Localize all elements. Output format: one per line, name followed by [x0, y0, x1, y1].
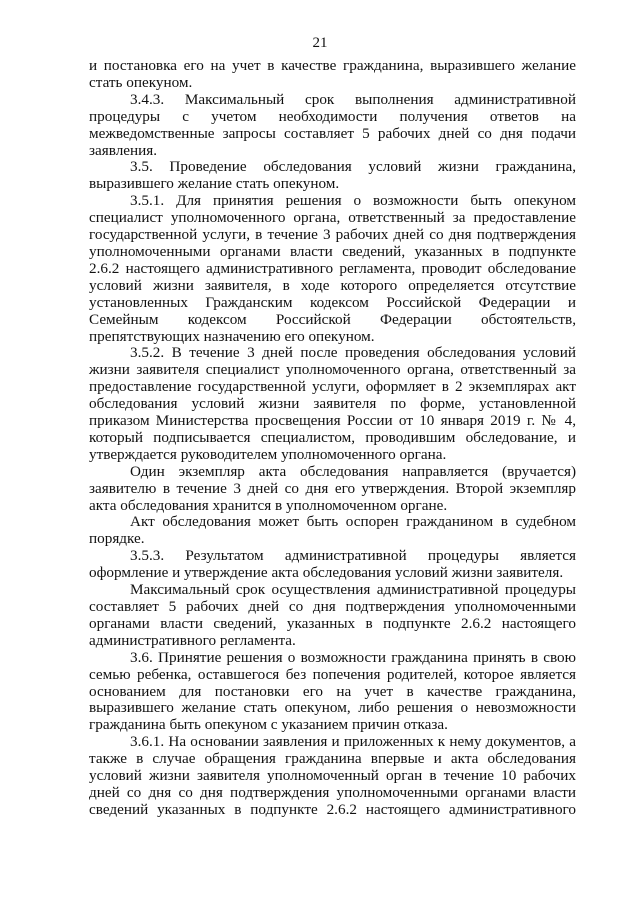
paragraph: Максимальный срок осуществления административной процедуры составляет 5 рабочих дней со дня подтверждения уполномоченными органами власти сведений, указанных в подпункте 2.6.2 настоящего административного регламента.	[89, 581, 576, 649]
paragraph: 3.5.3. Результатом административной процедуры является оформление и утверждение акта обследования условий жизни заявителя.	[89, 547, 576, 582]
paragraph: 3.5.1. Для принятия решения о возможности быть опекуном специалист уполномоченного органа, ответственный за предоставление государственной услуги, в течение 3 рабочих дней со дня подтверждения уполномоченными органами власти сведений, указанных в подпункте 2.6.2 настоящего административного регламента, проводит обследование условий жизни заявителя, в ходе которого определяется отсутствие установленных Гражданским кодексом Российской Федерации и Семейным кодексом Российской Федерации обстоятельств, препятствующих назначению его опекуном.	[89, 192, 576, 345]
document-body	[89, 58, 576, 819]
paragraph: и постановка его на учет в качестве гражданина, выразившего желание стать опекуном.	[89, 57, 576, 91]
paragraph: 3.5. Проведение обследования условий жизни гражданина, выразившего желание стать опекуном.	[89, 158, 576, 193]
page-number: 21	[312, 35, 328, 51]
paragraph: Акт обследования может быть оспорен гражданином в судебном порядке.	[89, 513, 576, 548]
paragraph: 3.4.3. Максимальный срок выполнения административной процедуры с учетом необходимости получения ответов на межведомственные запросы составляет 5 рабочих дней со дня подачи заявления.	[89, 90, 576, 159]
paragraph: Один экземпляр акта обследования направляется (вручается) заявителю в течение 3 дней со дня его утверждения. Второй экземпляр акта обследования хранится в уполномоченном органе.	[89, 462, 576, 514]
paragraph: 3.6.1. На основании заявления и приложенных к нему документов, а также в случае обращения гражданина впервые и акта обследования условий жизни заявителя уполномоченный орган в течение 10 рабочих дней со дня со дня подтверждения уполномоченными органами власти сведений указанных в подпункте 2.6.2 настоящего административного	[89, 733, 576, 818]
paragraph: 3.5.2. В течение 3 дней после проведения обследования условий жизни заявителя специалист уполномоченного органа, ответственный за предоставление государственной услуги, оформляет в 2 экземплярах акт обследования условий жизни заявителя по форме, установленной приказом Министерства просвещения России от 10 января 2019 г. № 4, который подписывается специалистом, проводившим обследование, и утверждается руководителем уполномоченного органа.	[89, 344, 576, 463]
paragraph: 3.6. Принятие решения о возможности гражданина принять в свою семью ребенка, оставшегося без попечения родителей, которое является основанием для постановки его на учет в качестве гражданина, выразившего желание стать опекуном, либо решения о невозможности гражданина быть опекуном с указанием причин отказа.	[89, 648, 576, 734]
